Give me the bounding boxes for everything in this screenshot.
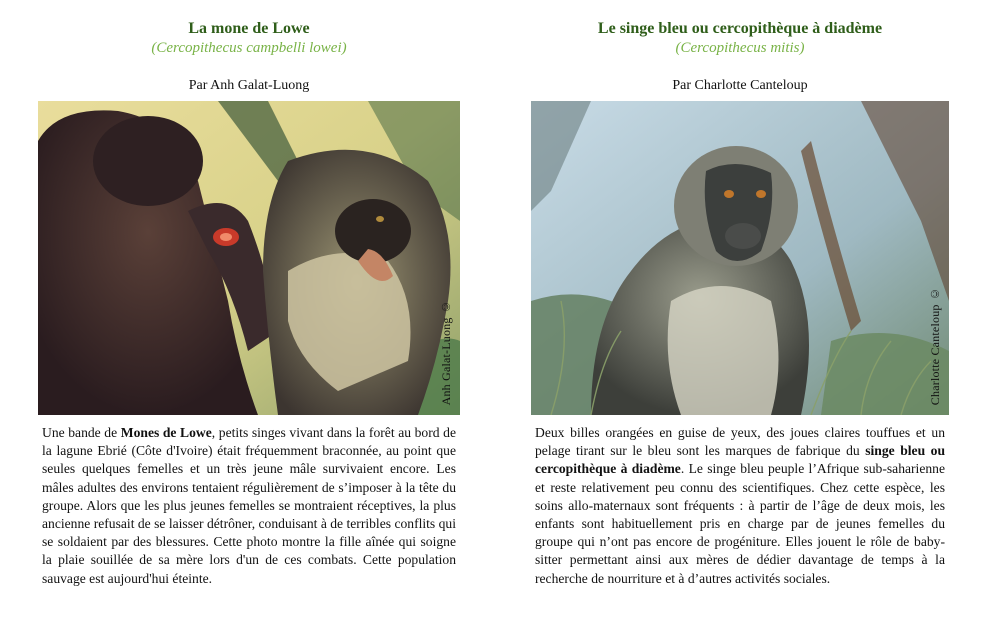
species-name-bold: Mones de Lowe — [120, 425, 212, 440]
monkey-photo-lowe — [38, 101, 460, 415]
article-left — [38, 0, 460, 588]
article-title: La mone de Lowe — [188, 20, 310, 37]
author-line: Par Anh Galat-Luong — [188, 78, 310, 93]
body-text-start: Une bande de — [42, 425, 121, 440]
photo-illustration — [531, 101, 949, 415]
author-line: Par Charlotte Canteloup — [672, 78, 808, 93]
photo-illustration — [38, 101, 460, 415]
article-title: Le singe bleu ou cercopithèque à diadème — [597, 20, 883, 37]
monkey-photo-blue — [531, 101, 949, 415]
article-right — [531, 0, 949, 588]
latin-name: (Cercopithecus mitis) — [675, 40, 805, 56]
body-text-rest: , petits singes vivant dans la forêt au bord de la lagune Ebrié (Côte d'Ivoire) était fréquemment braconnée, au point que seules quelques femelles et un très jeune mâle survivaient encore. Les mâles adultes des environs tentaient régulièrement de s’imposer à la tête du groupe. Alors que les plus jeunes femelles se montraient réceptives, la plus ancienne refusait de se laisser détrôner, conduisant à de terribles conflits qui se soldaient par des blessures. Cette photo montre la fille aînée qui soigne la plaie souillée de sa mère lors d'un de ces combats. Cette population sauvage est aujourd'hui éteinte. — [42, 425, 456, 586]
body-text-rest: . Le singe bleu peuple l’Afrique sub-saharienne et reste relativement peu connu des scientifiques. Chez cette espèce, les soins allo-maternaux sont fréquents : à partir de l’âge de deux mois, les enfants sont habituellement pris en charge par de jeunes femelles du groupe qui n’ont pas encore de progéniture. Elles jouent le rôle de baby-sitter permettant ainsi aux mères de dédier davantage de temps à la recherche de nourriture et à d’autres activités sociales. — [535, 461, 945, 586]
photo-credit: Charlotte Canteloup © — [928, 286, 942, 405]
article-body — [531, 424, 949, 588]
article-body — [38, 424, 460, 588]
species-name-bold: singe bleu ou cercopithèque à diadème — [535, 443, 945, 477]
photo-credit: Anh Galat-Luong © — [439, 299, 453, 405]
body-text-start: Deux billes orangées en guise de yeux, des joues claires touffues et un pelage tirant sur le bleu sont les marques de fabrique du — [535, 425, 945, 459]
latin-name: (Cercopithecus campbelli lowei) — [151, 40, 347, 56]
